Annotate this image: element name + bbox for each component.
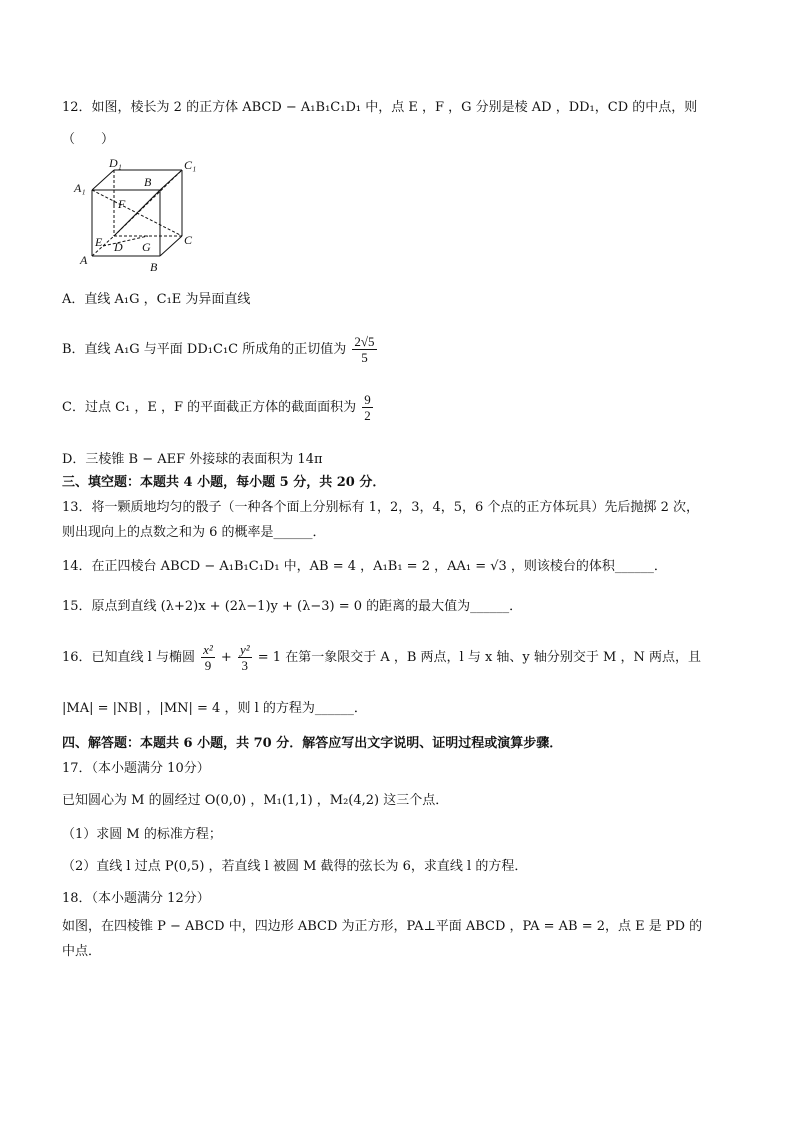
q17-part2: （2）直线 l 过点 P(0,5) ，若直线 l 被圆 M 截得的弦长为 6，求直线 l 的方程． [62, 859, 528, 874]
q16-fraction-y [238, 642, 252, 673]
q18-body-line1: 如图，在四棱锥 P − ABCD 中，四边形 ABCD 为正方形，PA⊥平面 ABCD ，PA = AB = 2，点 E 是 PD 的 [62, 919, 703, 934]
option-c-text: C．过点 C₁ ，E ，F 的平面截正方体的截面面积为 [62, 400, 357, 415]
option-b-numerator: 2√5 [354, 334, 375, 349]
option-b-text: B．直线 A₁G 与平面 DD₁C₁C 所成角的正切值为 [62, 342, 347, 357]
q18-heading: 18．（本小题满分 12分） [62, 891, 210, 906]
section-4-heading: 四、解答题：本题共 6 小题，共 70 分．解答应写出文字说明、证明过程或演算步骤． [62, 736, 563, 751]
q16-plus: + [220, 650, 232, 665]
q13-line2: 则出现向上的点数之和为 6 的概率是______． [62, 525, 326, 540]
option-c-numerator: 9 [364, 392, 371, 407]
q16-line2: |MA| = |NB| ，|MN| = 4 ，则 l 的方程为______． [62, 701, 367, 716]
label-c1: C₁ [184, 158, 197, 172]
q17-body: 已知圆心为 M 的圆经过 O(0,0) ，M₁(1,1) ，M₂(4,2) 这三个点． [62, 793, 449, 808]
q17-heading: 17．（本小题满分 10分） [62, 761, 210, 776]
section-3-heading: 三、填空题：本题共 4 小题，每小题 5 分，共 20 分． [62, 475, 386, 490]
q17-part1: （1）求圆 M 的标准方程； [62, 827, 222, 842]
label-c: C [184, 233, 193, 247]
q16-fraction-x-den: 9 [204, 658, 212, 673]
option-c-fraction [362, 392, 373, 423]
q12-option-c [62, 392, 375, 423]
label-b-top: B [144, 175, 152, 189]
q16-fraction-x [201, 642, 215, 673]
option-b-denominator: 5 [361, 350, 368, 365]
label-a1: A₁ [74, 181, 86, 195]
q12-option-b [62, 334, 379, 365]
q16-line1 [62, 642, 701, 673]
q16-fraction-x-num: x² [203, 642, 213, 657]
label-d1: D₁ [109, 156, 122, 170]
label-a: A [80, 253, 88, 267]
q18-body-line2: 中点． [62, 944, 102, 959]
option-b-fraction [352, 334, 376, 365]
q15: 15．原点到直线 (λ+2)x + (2λ−1)y + (λ−3) = 0 的距离的最大值为______． [62, 599, 523, 614]
label-b: B [150, 260, 158, 274]
q12-option-d: D．三棱锥 B − AEF 外接球的表面积为 14π [62, 452, 323, 467]
cube-figure [62, 156, 202, 276]
q16-fraction-y-den: 3 [241, 658, 249, 673]
q14: 14．在正四棱台 ABCD − A₁B₁C₁D₁ 中，AB = 4 ，A₁B₁ = 2 ，AA₁ = √3 ，则该棱台的体积______． [62, 559, 667, 574]
label-e: E [95, 235, 103, 249]
q13-line1: 13．将一颗质地均匀的骰子（一种各个面上分别标有 1，2，3，4，5，6 个点的正方体玩具）先后抛掷 2 次， [62, 500, 699, 515]
q16-post: = 1 在第一象限交于 A ，B 两点，l 与 x 轴、y 轴分别交于 M ，N 两点，且 [257, 650, 701, 665]
option-c-denominator: 2 [364, 408, 371, 423]
label-d: D [114, 240, 123, 254]
label-f: F [118, 197, 126, 211]
q12-answer-paren: （ ） [62, 132, 115, 147]
q12-option-a: A．直线 A₁G ，C₁E 为异面直线 [62, 292, 251, 307]
q16-pre: 16．已知直线 l 与椭圆 [62, 650, 195, 665]
label-g: G [142, 240, 151, 254]
q16-fraction-y-num: y² [239, 642, 250, 657]
q12-stem: 12．如图，棱长为 2 的正方体 ABCD − A₁B₁C₁D₁ 中，点 E ，F ，G 分别是棱 AD ，DD₁，CD 的中点，则 [62, 100, 698, 115]
